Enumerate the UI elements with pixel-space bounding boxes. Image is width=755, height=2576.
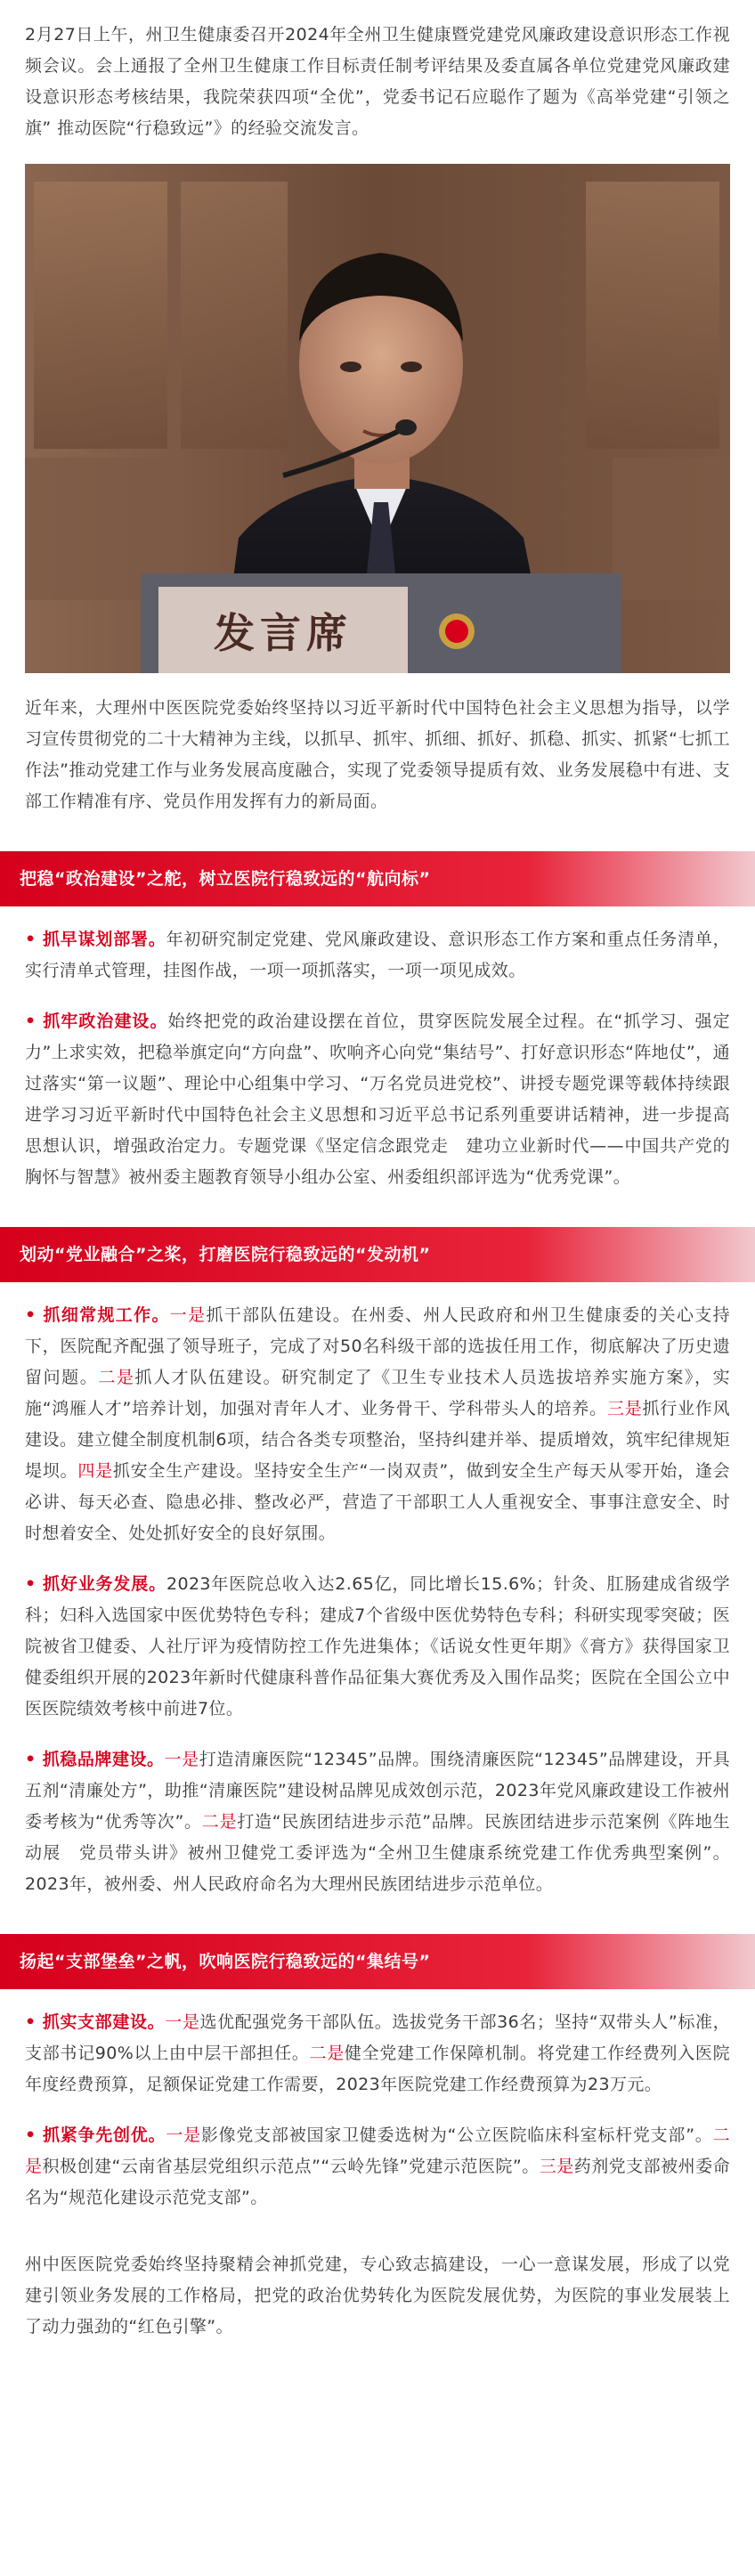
item-text: 选优配强党务干部队伍。选拔党务干部36名；坚持“双带头人”标准，支部书记90%以上由中层干部担任。	[25, 2012, 730, 2063]
item-heading: 抓细常规工作。	[43, 1305, 170, 1325]
ordinal-marker: 二是	[98, 1368, 135, 1387]
bullet-icon: •	[25, 2125, 43, 2145]
item-text: 抓人才队伍建设。研究制定了《卫生专业技术人员选拔培养实施方案》，实施“鸿雁人才”培养计划，加强对青年人才、业务骨干、学科带头人的培养。	[25, 1368, 730, 1418]
section-3-item-1	[25, 2007, 730, 2101]
bullet-icon: •	[25, 1305, 44, 1325]
bullet-icon: •	[25, 1574, 44, 1594]
item-text: 抓干部队伍建设。在州委、州人民政府和州卫生健康委的关心支持下，医院配齐配强了领导班子，完成了对50名科级干部的选拔任用工作，彻底解决了历史遗留问题。	[25, 1305, 730, 1387]
speaker-photo	[25, 164, 730, 673]
item-text: 打造清廉医院“12345”品牌。围绕清廉医院“12345”品牌建设，开具五剂“清廉处方”，助推“清廉医院”建设树品牌见成效创示范，2023年党风廉政建设工作被州委考核为“优秀等次”。	[25, 1750, 730, 1832]
item-text: 年初研究制定党建、党风廉政建设、意识形态工作方案和重点任务清单，实行清单式管理，挂图作战，一项一项抓落实，一项一项见成效。	[25, 930, 730, 980]
item-heading: 抓牢政治建设。	[43, 1012, 168, 1031]
section-2-item-3	[25, 1744, 730, 1900]
speaker-photo-illustration	[25, 164, 730, 673]
section-2-item-1	[25, 1300, 730, 1549]
ordinal-marker: 一是	[165, 2012, 200, 2032]
bullet-icon: •	[25, 1750, 43, 1769]
item-heading: 抓早谋划部署。	[42, 930, 166, 949]
bullet-icon: •	[25, 1012, 44, 1031]
item-heading: 抓实支部建设。	[42, 2012, 166, 2032]
ordinal-marker: 一是	[169, 1305, 207, 1325]
nameplate-text: 发言席	[214, 609, 353, 657]
section-title-2: 划动“党业融合”之桨，打磨医院行稳致远的“发动机”	[0, 1227, 755, 1282]
ordinal-marker: 四是	[77, 1461, 113, 1481]
section-2-item-2	[25, 1569, 730, 1725]
section-title-1: 把稳“政治建设”之舵，树立医院行稳致远的“航向标”	[0, 851, 755, 906]
ordinal-marker: 三是	[606, 1399, 643, 1418]
bullet-icon: •	[25, 930, 43, 949]
section-3-item-2	[25, 2120, 730, 2214]
item-text: 药剂党支部被州委命名为“规范化建设示范党支部”。	[25, 2157, 730, 2207]
intro-paragraph: 2月27日上午，州卫生健康委召开2024年全州卫生健康暨党建党风廉政建设意识形态工作视频会议。会上通报了全州卫生健康工作目标责任制考评结果及委直属各单位党建党风廉政建设意识形态考核结果，我院荣获四项“全优”，党委书记石应聪作了题为《高举党建“引领之旗” 推动医院“行稳致远”》的经验交流发言。	[25, 25, 730, 138]
item-text: 2023年医院总收入达2.65亿，同比增长15.6%；针灸、肛肠建成省级学科；妇科入选国家中医优势特色专科；建成7个省级中医优势特色专科；科研实现零突破；医院被省卫健委、人社厅评为疫情防控工作先进集体；《话说女性更年期》《膏方》获得国家卫健委组织开展的2023年新时代健康科普作品征集大赛优秀及入围作品奖；医院在全国公立中医医院绩效考核中前进7位。	[25, 1574, 730, 1719]
ordinal-marker: 一是	[164, 1750, 199, 1769]
item-text: 抓行业作风建设。建立健全制度机制6项，结合各类专项整治，坚持纠建并举、提质增效，筑牢纪律规矩堤坝。	[25, 1399, 730, 1481]
item-text: 始终把党的政治建设摆在首位，贯穿医院发展全过程。在“抓学习、强定力”上求实效，把稳举旗定向“方向盘”、吹响齐心向党“集结号”、打好意识形态“阵地仗”，通过落实“第一议题”、理论中心组集中学习、“万名党员进党校”、讲授专题党课等载体持续跟进学习习近平新时代中国特色社会主义思想和习近平总书记系列重要讲话精神，进一步提高思想认识，增强政治定力。专题党课《坚定信念跟党走 建功立业新时代——中国共产党的胸怀与智慧》被州委主题教育领导小组办公室、州委组织部评选为“优秀党课”。	[25, 1012, 730, 1187]
item-heading: 抓紧争先创优。	[42, 2125, 166, 2145]
item-text: 积极创建“云南省基层党组织示范点”“云岭先锋”党建示范医院”。	[42, 2157, 540, 2176]
summary-paragraph: 近年来，大理州中医医院党委始终坚持以习近平新时代中国特色社会主义思想为指导，以学习宣传贯彻党的二十大精神为主线，以抓早、抓牢、抓细、抓好、抓稳、抓实、抓紧“七抓工作法”推动党建工作与业务发展高度融合，实现了党委领导提质有效、业务发展稳中有进、支部工作精准有序、党员作用发挥有力的新局面。	[25, 698, 730, 811]
outro-paragraph: 州中医医院党委始终坚持聚精会神抓党建，专心致志搞建设，一心一意谋发展，形成了以党建引领业务发展的工作格局，把党的政治优势转化为医院发展优势，为医院的事业发展装上了动力强劲的“红色引擎”。	[25, 2255, 730, 2336]
ordinal-marker: 二是	[309, 2044, 345, 2063]
item-text: 抓安全生产建设。坚持安全生产“一岗双责”，做到安全生产每天从零开始，逢会必讲、每天必查、隐患必排、整改必严，营造了干部职工人人重视安全、事事注意安全、时时想着安全、处处抓好安全的良好氛围。	[25, 1461, 730, 1543]
item-heading: 抓稳品牌建设。	[42, 1750, 165, 1769]
bullet-icon: •	[25, 2012, 43, 2032]
ordinal-marker: 一是	[166, 2125, 201, 2145]
section-1-item-2	[25, 1006, 730, 1193]
sections-container	[0, 851, 755, 2214]
section-title-3: 扬起“支部堡垒”之帆，吹响医院行稳致远的“集结号”	[0, 1934, 755, 1989]
ordinal-marker: 三是	[539, 2157, 574, 2176]
section-1-item-1	[25, 924, 730, 987]
ordinal-marker: 二是	[25, 2125, 730, 2176]
item-heading: 抓好业务发展。	[43, 1574, 166, 1594]
ordinal-marker: 二是	[201, 1812, 238, 1832]
item-text: 健全党建工作保障机制。将党建工作经费列入医院年度经费预算，足额保证党建工作需要，2023年医院党建工作经费预算为23万元。	[25, 2044, 730, 2094]
item-text: 打造“民族团结进步示范”品牌。民族团结进步示范案例《阵地生动展 党员带头讲》被州卫健党工委评选为“全州卫生健康系统党建工作优秀典型案例”。2023年，被州委、州人民政府命名为大理州民族团结进步示范单位。	[25, 1812, 730, 1894]
item-text: 影像党支部被国家卫健委选树为“公立医院临床科室标杆党支部”。	[200, 2125, 713, 2145]
